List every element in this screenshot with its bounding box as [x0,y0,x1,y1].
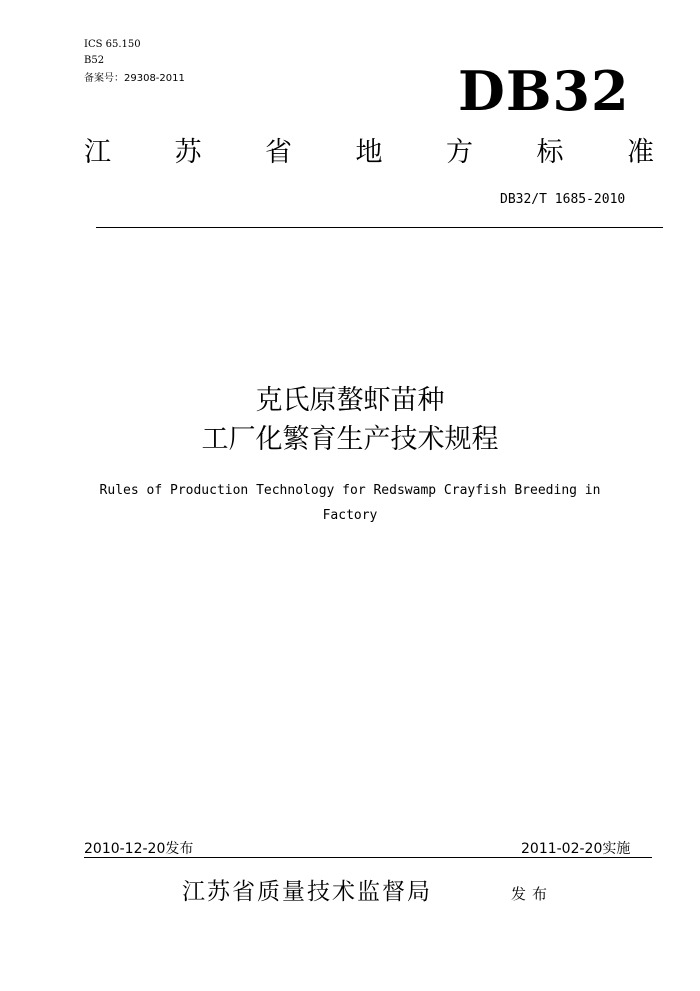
document-title-line-2: 工厂化繁育生产技术规程 [201,424,499,455]
issuing-authority: 江苏省质量技术监督局 [182,879,432,905]
standard-type-char: 省 [265,137,292,168]
standard-type-title [84,136,654,170]
standard-type-char: 江 [84,137,111,168]
publish-label: 发布 [511,885,554,903]
document-title-line-1: 克氏原螯虾苗种 [255,385,445,416]
standard-type-char: 苏 [174,137,202,168]
classification-code: B52 [84,55,105,66]
implementation-date: 2011-02-20实施 [521,841,631,857]
standard-type-char: 地 [355,137,383,168]
issue-date: 2010-12-20发布 [84,841,194,857]
standard-type-char: 标 [536,137,564,168]
record-number: 备案号：29308-2011 [84,73,185,84]
standard-type-char: 方 [446,137,473,168]
standard-type-char: 准 [627,137,654,168]
ics-code: ICS 65.150 [84,39,141,50]
bottom-divider [84,857,652,858]
standard-number: DB32/T 1685-2010 [500,192,626,207]
standard-code-logo: DB32 [458,59,630,123]
top-divider [96,227,663,228]
english-title-line-2: Factory [322,508,378,523]
english-title-line-1: Rules of Production Technology for Redswamp Crayfish Breeding in [99,483,601,498]
